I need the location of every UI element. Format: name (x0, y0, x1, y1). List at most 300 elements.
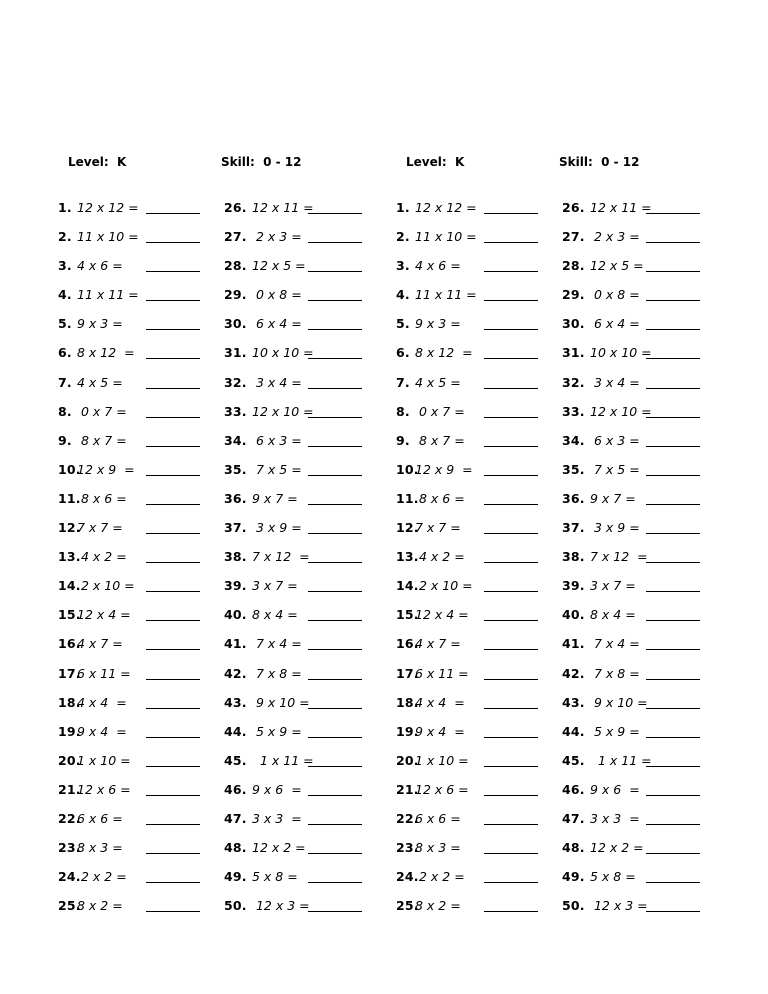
problem-row (55, 226, 220, 255)
problem-row (223, 372, 388, 401)
problem-expression: 9 x 7 = (590, 490, 636, 506)
problem-row (223, 895, 388, 924)
problem-number: 11. (396, 490, 419, 506)
answer-blank[interactable] (308, 620, 362, 621)
problem-row (223, 692, 388, 721)
answer-blank[interactable] (146, 388, 200, 389)
answer-blank[interactable] (308, 358, 362, 359)
answer-blank[interactable] (484, 300, 538, 301)
answer-blank[interactable] (308, 300, 362, 301)
answer-blank[interactable] (646, 446, 700, 447)
problem-number: 19. (58, 723, 81, 739)
problem-number: 27. (224, 229, 247, 245)
problem-number: 1. (396, 200, 410, 215)
answer-blank[interactable] (646, 271, 700, 272)
problem-expression: 0 x 7 = (415, 403, 465, 419)
problem-expression: 1 x 10 = (77, 752, 131, 768)
problem-number: 12. (396, 520, 419, 536)
problem-expression: 7 x 7 = (415, 520, 461, 536)
problem-row (223, 546, 388, 575)
answer-blank[interactable] (308, 271, 362, 272)
answer-blank[interactable] (484, 417, 538, 418)
answer-blank[interactable] (646, 242, 700, 243)
problem-expression: 6 x 6 = (77, 810, 123, 826)
problem-number: 24. (396, 869, 419, 885)
problem-row (561, 633, 726, 662)
answer-blank[interactable] (646, 766, 700, 767)
problem-number: 21. (58, 781, 81, 797)
problem-number: 4. (58, 287, 72, 303)
answer-blank[interactable] (308, 853, 362, 854)
problem-number: 42. (224, 665, 247, 681)
problem-expression: 9 x 3 = (77, 316, 123, 332)
problem-expression: 8 x 2 = (415, 898, 461, 914)
problem-expression: 8 x 3 = (415, 840, 461, 856)
problem-number: 28. (224, 258, 247, 274)
problem-expression: 3 x 9 = (590, 520, 640, 536)
answer-blank[interactable] (308, 766, 362, 767)
answer-blank[interactable] (146, 533, 200, 534)
problem-row (223, 750, 388, 779)
problem-number: 1. (58, 200, 72, 215)
problem-expression: 6 x 3 = (252, 432, 302, 448)
answer-blank[interactable] (308, 446, 362, 447)
problem-expression: 7 x 5 = (252, 461, 302, 477)
answer-blank[interactable] (146, 562, 200, 563)
problem-expression: 2 x 10 = (415, 578, 473, 594)
problem-number: 48. (562, 840, 585, 856)
answer-blank[interactable] (484, 242, 538, 243)
worksheet-copy-left (55, 150, 395, 930)
answer-blank[interactable] (146, 708, 200, 709)
problem-row (55, 692, 220, 721)
answer-blank[interactable] (484, 329, 538, 330)
answer-blank[interactable] (146, 300, 200, 301)
problem-expression: 2 x 3 = (252, 229, 302, 245)
answer-blank[interactable] (308, 533, 362, 534)
problem-expression: 7 x 12 = (252, 549, 310, 565)
answer-blank[interactable] (484, 679, 538, 680)
problem-row (223, 517, 388, 546)
answer-blank[interactable] (308, 242, 362, 243)
problem-row (223, 313, 388, 342)
answer-blank[interactable] (646, 533, 700, 534)
answer-blank[interactable] (146, 358, 200, 359)
problem-number: 47. (224, 810, 247, 826)
problem-expression: 6 x 11 = (415, 665, 469, 681)
problem-number: 36. (562, 490, 585, 506)
answer-blank[interactable] (308, 504, 362, 505)
answer-blank[interactable] (484, 388, 538, 389)
problem-row (55, 779, 220, 808)
problem-number: 20. (58, 752, 81, 768)
problem-expression: 2 x 3 = (590, 229, 640, 245)
problem-number: 46. (562, 781, 585, 797)
problem-column-1-25 (393, 197, 558, 924)
answer-blank[interactable] (646, 388, 700, 389)
problem-number: 21. (396, 781, 419, 797)
problem-row (55, 633, 220, 662)
problem-number: 34. (224, 432, 247, 448)
problem-number: 41. (562, 636, 585, 652)
problem-number: 31. (562, 345, 585, 361)
answer-blank[interactable] (308, 562, 362, 563)
problem-number: 26. (562, 200, 585, 215)
problem-row (561, 517, 726, 546)
answer-blank[interactable] (646, 504, 700, 505)
answer-blank[interactable] (308, 911, 362, 912)
problem-expression: 7 x 4 = (590, 636, 640, 652)
problem-expression: 8 x 3 = (77, 840, 123, 856)
problem-row (561, 459, 726, 488)
problem-number: 33. (224, 403, 247, 419)
answer-blank[interactable] (646, 737, 700, 738)
problem-expression: 2 x 2 = (77, 869, 127, 885)
answer-blank[interactable] (308, 679, 362, 680)
problem-expression: 11 x 10 = (415, 229, 477, 245)
problem-expression: 8 x 6 = (77, 490, 127, 506)
answer-blank[interactable] (646, 882, 700, 883)
answer-blank[interactable] (484, 737, 538, 738)
answer-blank[interactable] (146, 620, 200, 621)
problem-expression: 4 x 7 = (77, 636, 123, 652)
problem-expression: 5 x 8 = (252, 869, 298, 885)
answer-blank[interactable] (308, 882, 362, 883)
problem-row (561, 779, 726, 808)
answer-blank[interactable] (146, 911, 200, 912)
problem-row (55, 488, 220, 517)
answer-blank[interactable] (484, 504, 538, 505)
problem-number: 10. (58, 461, 81, 477)
problem-expression: 0 x 7 = (77, 403, 127, 419)
problem-row (393, 517, 558, 546)
problem-expression: 3 x 9 = (252, 520, 302, 536)
problem-row (223, 779, 388, 808)
answer-blank[interactable] (146, 824, 200, 825)
answer-blank[interactable] (146, 591, 200, 592)
answer-blank[interactable] (146, 766, 200, 767)
answer-blank[interactable] (484, 271, 538, 272)
answer-blank[interactable] (308, 708, 362, 709)
problem-number: 13. (58, 549, 81, 565)
problem-expression: 12 x 9 = (77, 461, 135, 477)
answer-blank[interactable] (646, 853, 700, 854)
problem-expression: 10 x 10 = (252, 345, 314, 361)
problem-number: 5. (58, 316, 72, 332)
problem-number: 17. (396, 665, 419, 681)
problem-number: 40. (562, 607, 585, 623)
problem-expression: 7 x 4 = (252, 636, 302, 652)
problem-row (561, 575, 726, 604)
problem-expression: 12 x 2 = (590, 840, 644, 856)
answer-blank[interactable] (484, 620, 538, 621)
problem-number: 18. (396, 694, 419, 710)
problem-expression: 12 x 5 = (590, 258, 644, 274)
answer-blank[interactable] (146, 853, 200, 854)
problem-number: 43. (224, 694, 247, 710)
problem-expression: 12 x 10 = (590, 403, 652, 419)
problem-row (55, 895, 220, 924)
problem-number: 36. (224, 490, 247, 506)
problem-number: 9. (58, 432, 72, 448)
problem-expression: 6 x 4 = (252, 316, 302, 332)
problem-expression: 3 x 4 = (252, 374, 302, 390)
answer-blank[interactable] (646, 911, 700, 912)
answer-blank[interactable] (146, 475, 200, 476)
problem-row (393, 372, 558, 401)
answer-blank[interactable] (646, 475, 700, 476)
problem-row (55, 866, 220, 895)
problem-number: 49. (562, 869, 585, 885)
problem-number: 20. (396, 752, 419, 768)
problem-expression: 9 x 3 = (415, 316, 461, 332)
answer-blank[interactable] (484, 533, 538, 534)
problem-expression: 3 x 7 = (590, 578, 636, 594)
problem-number: 24. (58, 869, 81, 885)
problem-number: 50. (224, 898, 247, 914)
answer-blank[interactable] (308, 329, 362, 330)
problem-row (223, 226, 388, 255)
problem-row (393, 284, 558, 313)
problem-row (55, 372, 220, 401)
problem-row (393, 488, 558, 517)
problem-number: 48. (224, 840, 247, 856)
problem-expression: 1 x 10 = (415, 752, 469, 768)
problem-expression: 5 x 9 = (252, 723, 302, 739)
problem-number: 7. (58, 374, 72, 390)
problem-number: 29. (224, 287, 247, 303)
problem-row (561, 604, 726, 633)
problem-expression: 9 x 7 = (252, 490, 298, 506)
answer-blank[interactable] (484, 911, 538, 912)
problem-row (561, 663, 726, 692)
problem-expression: 11 x 11 = (415, 287, 477, 303)
problem-number: 2. (58, 229, 72, 245)
answer-blank[interactable] (308, 591, 362, 592)
problem-column-26-50 (561, 197, 726, 924)
problem-number: 32. (224, 374, 247, 390)
problem-expression: 4 x 5 = (77, 374, 123, 390)
problem-row (393, 430, 558, 459)
problem-expression: 2 x 2 = (415, 869, 465, 885)
problem-number: 38. (224, 549, 247, 565)
answer-blank[interactable] (308, 737, 362, 738)
answer-blank[interactable] (146, 649, 200, 650)
answer-blank[interactable] (146, 417, 200, 418)
problem-row (561, 284, 726, 313)
problem-expression: 12 x 6 = (77, 781, 131, 797)
problem-number: 30. (562, 316, 585, 332)
answer-blank[interactable] (146, 242, 200, 243)
answer-blank[interactable] (646, 708, 700, 709)
problem-number: 9. (396, 432, 410, 448)
answer-blank[interactable] (646, 417, 700, 418)
answer-blank[interactable] (146, 504, 200, 505)
problem-row (561, 866, 726, 895)
answer-blank[interactable] (484, 882, 538, 883)
answer-blank[interactable] (146, 882, 200, 883)
problem-number: 8. (58, 403, 72, 419)
level-label: Level: K (406, 155, 465, 169)
problem-expression: 11 x 10 = (77, 229, 139, 245)
problem-row (393, 401, 558, 430)
problem-expression: 0 x 8 = (252, 287, 302, 303)
problem-expression: 12 x 3 = (590, 898, 648, 914)
problem-expression: 12 x 4 = (77, 607, 131, 623)
problem-row (561, 255, 726, 284)
problem-row (561, 837, 726, 866)
answer-blank[interactable] (484, 649, 538, 650)
answer-blank[interactable] (484, 824, 538, 825)
problem-expression: 6 x 11 = (77, 665, 131, 681)
answer-blank[interactable] (484, 446, 538, 447)
problem-row (393, 604, 558, 633)
answer-blank[interactable] (484, 591, 538, 592)
problem-row (55, 284, 220, 313)
problem-expression: 12 x 6 = (415, 781, 469, 797)
problem-number: 40. (224, 607, 247, 623)
answer-blank[interactable] (146, 795, 200, 796)
problem-row (393, 808, 558, 837)
problem-row (393, 255, 558, 284)
problem-row (55, 721, 220, 750)
problem-row (393, 837, 558, 866)
problem-number: 50. (562, 898, 585, 914)
problem-row (55, 197, 220, 226)
problem-number: 39. (224, 578, 247, 594)
problem-row (393, 692, 558, 721)
problem-expression: 12 x 12 = (415, 200, 477, 215)
problem-row (561, 226, 726, 255)
problem-expression: 4 x 5 = (415, 374, 461, 390)
problem-expression: 3 x 7 = (252, 578, 298, 594)
answer-blank[interactable] (646, 358, 700, 359)
problem-row (55, 808, 220, 837)
answer-blank[interactable] (646, 824, 700, 825)
problem-expression: 6 x 6 = (415, 810, 461, 826)
problem-number: 44. (224, 723, 247, 739)
problem-expression: 8 x 6 = (415, 490, 465, 506)
problem-row (223, 401, 388, 430)
answer-blank[interactable] (308, 213, 362, 214)
answer-blank[interactable] (308, 795, 362, 796)
problem-row (561, 401, 726, 430)
problem-number: 23. (396, 840, 419, 856)
problem-row (55, 459, 220, 488)
problem-expression: 5 x 8 = (590, 869, 636, 885)
answer-blank[interactable] (146, 679, 200, 680)
answer-blank[interactable] (484, 795, 538, 796)
problem-number: 16. (58, 636, 81, 652)
answer-blank[interactable] (146, 329, 200, 330)
problem-expression: 12 x 12 = (77, 200, 139, 215)
problem-number: 16. (396, 636, 419, 652)
problem-expression: 11 x 11 = (77, 287, 139, 303)
problem-expression: 12 x 3 = (252, 898, 310, 914)
problem-expression: 8 x 7 = (415, 432, 465, 448)
answer-blank[interactable] (646, 649, 700, 650)
answer-blank[interactable] (646, 620, 700, 621)
problem-row (55, 750, 220, 779)
answer-blank[interactable] (484, 358, 538, 359)
problem-row (561, 342, 726, 371)
problem-expression: 12 x 9 = (415, 461, 473, 477)
problem-expression: 4 x 2 = (415, 549, 465, 565)
problem-row (561, 808, 726, 837)
answer-blank[interactable] (646, 795, 700, 796)
problem-number: 3. (396, 258, 410, 274)
answer-blank[interactable] (308, 388, 362, 389)
answer-blank[interactable] (146, 271, 200, 272)
problem-number: 15. (396, 607, 419, 623)
problem-row (561, 488, 726, 517)
answer-blank[interactable] (308, 417, 362, 418)
answer-blank[interactable] (484, 475, 538, 476)
problem-expression: 12 x 11 = (590, 200, 652, 215)
problem-row (393, 895, 558, 924)
answer-blank[interactable] (484, 853, 538, 854)
problem-number: 41. (224, 636, 247, 652)
problem-number: 22. (396, 810, 419, 826)
problem-number: 43. (562, 694, 585, 710)
answer-blank[interactable] (146, 213, 200, 214)
answer-blank[interactable] (146, 737, 200, 738)
problem-number: 19. (396, 723, 419, 739)
problem-expression: 7 x 7 = (77, 520, 123, 536)
answer-blank[interactable] (484, 766, 538, 767)
problem-number: 10. (396, 461, 419, 477)
problem-row (561, 721, 726, 750)
answer-blank[interactable] (646, 213, 700, 214)
problem-row (223, 808, 388, 837)
worksheet-copy-right (393, 150, 733, 930)
answer-blank[interactable] (484, 562, 538, 563)
problem-expression: 8 x 12 = (77, 345, 135, 361)
answer-blank[interactable] (646, 679, 700, 680)
problem-expression: 9 x 6 = (252, 781, 302, 797)
problem-expression: 8 x 4 = (252, 607, 298, 623)
problem-expression: 12 x 4 = (415, 607, 469, 623)
answer-blank[interactable] (308, 824, 362, 825)
problem-row (223, 197, 388, 226)
problem-row (55, 546, 220, 575)
level-label: Level: K (68, 155, 127, 169)
problem-expression: 8 x 12 = (415, 345, 473, 361)
problem-expression: 8 x 2 = (77, 898, 123, 914)
answer-blank[interactable] (484, 213, 538, 214)
problem-row (393, 663, 558, 692)
answer-blank[interactable] (308, 475, 362, 476)
answer-blank[interactable] (146, 446, 200, 447)
problem-number: 14. (58, 578, 81, 594)
answer-blank[interactable] (646, 591, 700, 592)
answer-blank[interactable] (646, 562, 700, 563)
answer-blank[interactable] (484, 708, 538, 709)
problem-expression: 9 x 10 = (590, 694, 648, 710)
problem-number: 17. (58, 665, 81, 681)
answer-blank[interactable] (646, 300, 700, 301)
problem-number: 42. (562, 665, 585, 681)
problem-number: 23. (58, 840, 81, 856)
problem-expression: 7 x 8 = (252, 665, 302, 681)
problem-row (393, 750, 558, 779)
answer-blank[interactable] (308, 649, 362, 650)
problem-row (55, 401, 220, 430)
problem-row (393, 226, 558, 255)
problem-number: 34. (562, 432, 585, 448)
answer-blank[interactable] (646, 329, 700, 330)
problem-number: 6. (396, 345, 410, 361)
